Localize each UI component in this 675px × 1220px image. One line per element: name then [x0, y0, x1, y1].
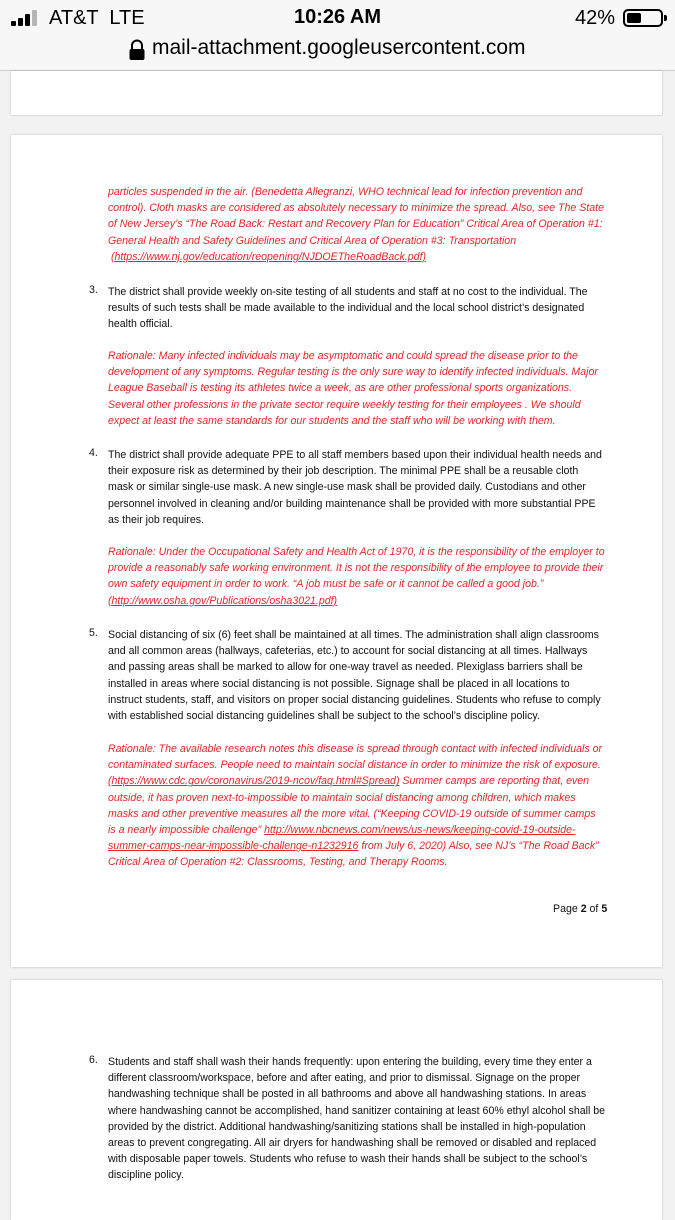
item-4-text: The district shall provide adequate PPE to all staff members based upon their individual health needs and their exposure risk as determined by their job description. The minimal PPE shall be a reusable cloth mask or similar single-use mask. A new single-use mask shall be provided daily. Custodians and other personnel involved in cleaning and/or building maintenance shall be provided with more substantial PPE as their job requires. [108, 449, 602, 526]
url-text[interactable]: mail-attachment.googleusercontent.com [152, 36, 526, 59]
page-prefix: Page [553, 903, 581, 915]
rationale-text: Summer camps are reporting that, even outside, it has proven next-to-impossible to maintain social distancing among children, which makes masks and other preventive measures all the more vital. (“Keeping COVID-19 outside of summer camps is a nearly impossible challenge” [108, 775, 596, 837]
document-page-1 [11, 71, 662, 115]
page-number [553, 903, 607, 915]
item-3-text: The district shall provide weekly on-site testing of all students and staff at no cost to the individual. The results of such tests shall be made available to the individual and the local school district’s designated health official. [108, 286, 588, 331]
rationale-text: from July 6, 2020) Also, see NJ’s “The Road Back” Critical Area of Operation #2: Classrooms, Testing, and Therapy Rooms. [108, 840, 599, 869]
nj-road-back-link[interactable]: (https://www.nj.gov/education/reopening/NJDOETheRoadBack.pdf) [111, 250, 427, 263]
battery-percent: 42% [574, 7, 615, 29]
nbc-news-link[interactable]: http://www.nbcnews.com/news/us-news/keeping-covid-19-outside-summer-camps-near-impossible-challenge-n1232916 [108, 824, 576, 853]
address-bar[interactable] [0, 34, 675, 71]
rationale-text: Rationale: The available research notes this disease is spread through contact with infected individuals or contaminated surfaces. People need to maintain social distance in order to minimize the risk of exposure. [108, 743, 603, 772]
clock: 10:26 AM [293, 6, 382, 28]
page-current: 2 [580, 903, 587, 915]
cdc-link[interactable]: (https://www.cdc.gov/coronavirus/2019-ncov/faq.html#Spread) [108, 775, 400, 788]
battery-icon [623, 9, 663, 27]
rationale-continued [108, 184, 606, 265]
osha-link[interactable]: (http://www.osha.gov/Publications/osha3021.pdf) [108, 594, 338, 607]
document-page-3 [11, 980, 662, 1220]
item-3-rationale: Rationale: Many infected individuals may be asymptomatic and could spread the disease prior to the development of any symptoms. Regular testing is the only sure way to identify infected individuals. Major League Baseball is testing its athletes twice a week, as are other professional sports organizations. Several other professions in the private sector require weekly testing for their employees . We should expect at least the same standards for our students and the staff who will be working with them. [108, 350, 598, 427]
page-total: 5 [601, 903, 608, 915]
item-number: 5. [89, 627, 98, 639]
item-number: 3. [89, 284, 98, 296]
rationale-text: Rationale: Under the Occupational Safety and Health Act of 1970, it is the responsibility of the employer to provide a reasonably safe working environment. It is not the responsibility of the employee to provide their own safety equipment in order to work. “A job must be safe or it cannot be called a good job.” [108, 546, 605, 591]
document-page-2 [11, 135, 662, 967]
page-middle: of [586, 903, 602, 915]
lock-icon [128, 39, 146, 61]
rationale-text: particles suspended in the air. (Benedetta Allegranzi, WHO technical lead for infection prevention and control). Cloth masks are considered as absolutely necessary to minimize the spread. Also, see The State of New Jersey’s “The Road Back: Restart and Recovery Plan for Education” Critical Area of Operation #1: General Health and Safety Guidelines and Critical Area of Operation #3: Transportation [108, 186, 604, 247]
item-5-rationale [108, 741, 606, 871]
item-5-text: Social distancing of six (6) feet shall be maintained at all times. The administration shall align classrooms and all common areas (hallways, cafeterias, etc.) to account for social distancing at all times. Hallways and passing areas shall be marked to allow for one-way travel as needed. Plexiglass barriers shall be installed in areas where social distancing is not possible. Signage shall be placed in all locations to instruct students, staff, and visitors on proper social distancing guidelines. Students who refuse to comply with established social distancing guidelines shall be subject to the school’s discipline policy. [108, 629, 601, 723]
item-6-text: Students and staff shall wash their hands frequently: upon entering the building, every time they enter a different classroom/workspace, before and after eating, and prior to dismissal. Signage on the proper handwashing technique shall be posted in all bathrooms and above all handwashing stations. In areas where handwashing cannot be accomplished, hand sanitizer containing at least 60% ethyl alcohol shall be provided by the district. Additional handwashing/sanitizing stations shall be installed in high-population areas to prevent congregating. All air dryers for handwashing shall be removed or disabled and replaced with disposable paper towels. Students who refuse to wash their hands shall be subject to the school’s discipline policy. [108, 1056, 606, 1182]
item-4-rationale [108, 544, 606, 609]
item-number: 4. [89, 447, 98, 459]
carrier-label: AT&T LTE [49, 7, 145, 29]
status-bar [0, 0, 675, 34]
item-number: 6. [89, 1054, 98, 1066]
